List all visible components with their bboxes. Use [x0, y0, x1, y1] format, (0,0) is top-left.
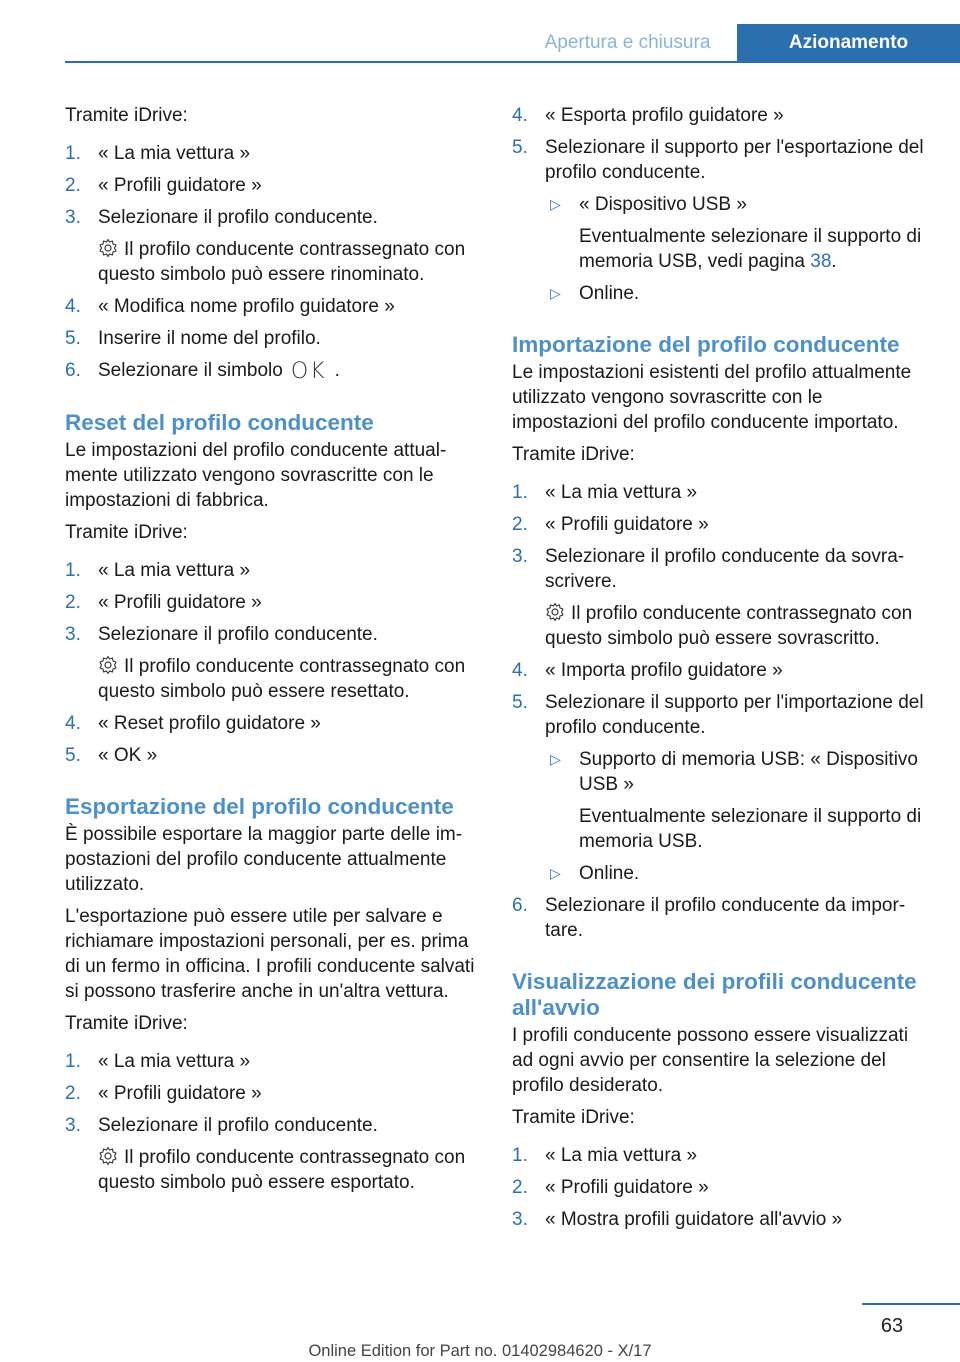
list-item: 5. Inserire il nome del profilo.: [65, 328, 321, 349]
list-item: 3. Selezionare il profilo conducente. Il profilo conducente contrassegnato con questo simbolo può essere esportato.: [65, 1113, 480, 1195]
body-text: Le impostazioni del profilo conducente attualmente utilizzato vengono sovrascritte con le impostazioni di fabbrica.: [65, 440, 447, 511]
list-item: ▷ Supporto di memoria USB: « Dispositivo USB » Eventualmente selezionare il supporto di memoria USB.: [545, 747, 927, 854]
triangle-bullet-icon: ▷: [550, 865, 561, 881]
intro-text: Tramite iDrive:: [65, 522, 188, 543]
list-item: 2. « Profili guidatore »: [65, 1083, 262, 1104]
step-note: Il profilo conducente contrassegnato con questo simbolo può essere sovrascritto.: [545, 603, 913, 649]
list-item: 6. Selezionare il profilo conducente da importare.: [512, 895, 906, 941]
section-heading-export: Esportazione del profilo conducente: [65, 794, 454, 819]
list-item: 2. « Profili guidatore »: [65, 592, 262, 613]
list-item: 3. Selezionare il profilo conducente. Il profilo conducente contrassegnato con questo simbolo può essere resettato.: [65, 622, 480, 704]
list-item: 2. « Profili guidatore »: [512, 514, 709, 535]
list-item: 2. « Profili guidatore »: [512, 1177, 709, 1198]
startup-steps: [512, 1143, 927, 1232]
body-text: L'esportazione può essere utile per salvare e richiamare impostazioni personali, per es. prima di un fermo in officina. I profili conducente salvati si possono trasferire anche in un'altra vettura.: [65, 906, 475, 1002]
list-item: ▷ « Dispositivo USB » Eventualmente selezionare il supporto di memoria USB, vedi pagina 38.: [545, 192, 927, 274]
gear-icon: [98, 655, 118, 675]
triangle-bullet-icon: ▷: [550, 285, 561, 301]
page-link[interactable]: 38: [810, 251, 832, 272]
edition-footer: Online Edition for Part no. 01402984620 - X/17: [308, 1342, 652, 1360]
list-item: ▷ Online.: [550, 283, 640, 304]
right-column: [512, 103, 927, 1239]
reset-steps: [65, 558, 480, 768]
section-heading-import: Importazione del profilo conducente: [512, 332, 900, 357]
list-item: 4. « Modifica nome profilo guidatore »: [65, 296, 395, 317]
body-text: Le impostazioni esistenti del profilo attualmente utilizzato vengono sovrascritte con le impostazioni del profilo conducente importato.: [512, 362, 912, 433]
section-heading-reset: Reset del profilo conducente: [65, 410, 374, 435]
active-chapter-tab[interactable]: Azionamento: [737, 24, 960, 62]
step-note: Il profilo conducente contrassegnato con questo simbolo può essere resettato.: [98, 656, 466, 702]
page-number: 63: [880, 1315, 904, 1337]
gear-icon: [545, 602, 565, 622]
list-item: 1. « La mia vettura »: [65, 560, 251, 581]
list-item: 5. Selezionare il supporto per l'importazione del profilo conducente. ▷ Supporto di memoria USB: « Dispositivo USB » Eventualmente selezionare il supporto di memoria USB. ▷ Online.: [512, 690, 927, 886]
header-divider: [65, 61, 960, 63]
body-text: I profili conducente possono essere visualizzati ad ogni avvio per consentire la selezione del profilo desiderato.: [512, 1025, 909, 1096]
section-heading-startup: Visualizzazione dei profili conducente all'avvio: [512, 969, 917, 1020]
section-tab[interactable]: Apertura e chiusura: [544, 32, 711, 53]
list-item: 1. « La mia vettura »: [512, 482, 698, 503]
step-note: Eventualmente selezionare il supporto di memoria USB, vedi pagina 38.: [579, 226, 922, 272]
list-item: 3. « Mostra profili guidatore all'avvio »: [512, 1209, 843, 1230]
page-header: [0, 0, 960, 62]
list-item: 5. Selezionare il supporto per l'esportazione del profilo conducente. ▷ « Dispositivo USB » Eventualmente selezionare il supporto di memoria USB, vedi pagina 38. ▷ Online.: [512, 135, 927, 306]
intro-text: Tramite iDrive:: [512, 444, 635, 465]
list-item: 4. « Importa profilo guidatore »: [512, 660, 783, 681]
import-steps: [512, 480, 927, 943]
list-item: 1. « La mia vettura »: [512, 1145, 698, 1166]
left-column: [65, 103, 480, 1202]
step-note: Eventualmente selezionare il supporto di memoria USB.: [579, 806, 922, 852]
list-item: 1. « La mia vettura »: [65, 1051, 251, 1072]
gear-icon: [98, 238, 118, 258]
triangle-bullet-icon: ▷: [550, 196, 561, 212]
step-note: Il profilo conducente contrassegnato con questo simbolo può essere esportato.: [98, 1147, 466, 1193]
list-item: ▷ Online.: [550, 863, 640, 884]
footer-divider: [862, 1303, 960, 1305]
list-item: 4. « Esporta profilo guidatore »: [512, 105, 784, 126]
rename-steps: [65, 141, 480, 384]
list-item: 2. « Profili guidatore »: [65, 175, 262, 196]
list-item: 4. « Reset profilo guidatore »: [65, 713, 321, 734]
list-item: 3. Selezionare il profilo conducente da sovrascrivere. Il profilo conducente contrassegnato con questo simbolo può essere sovrascritto.: [512, 544, 927, 651]
list-item: 5. « OK »: [65, 745, 158, 766]
ok-symbol: OK: [290, 359, 327, 384]
intro-text: Tramite iDrive:: [65, 105, 188, 126]
list-item: 6. Selezionare il simbolo OK .: [65, 359, 340, 384]
step-note: Il profilo conducente contrassegnato con questo simbolo può essere rinominato.: [98, 239, 466, 285]
triangle-bullet-icon: ▷: [550, 751, 561, 767]
export-media-options: [545, 192, 927, 306]
body-text: È possibile esportare la maggior parte delle impostazioni del profilo conducente attualmente utilizzato.: [65, 824, 463, 895]
list-item: 1. « La mia vettura »: [65, 143, 251, 164]
list-item: 3. Selezionare il profilo conducente. Il profilo conducente contrassegnato con questo simbolo può essere rinominato.: [65, 205, 480, 287]
intro-text: Tramite iDrive:: [512, 1107, 635, 1128]
import-media-options: [545, 747, 927, 886]
export-steps: [65, 1049, 480, 1195]
gear-icon: [98, 1146, 118, 1166]
export-steps-continued: [512, 103, 927, 306]
intro-text: Tramite iDrive:: [65, 1013, 188, 1034]
